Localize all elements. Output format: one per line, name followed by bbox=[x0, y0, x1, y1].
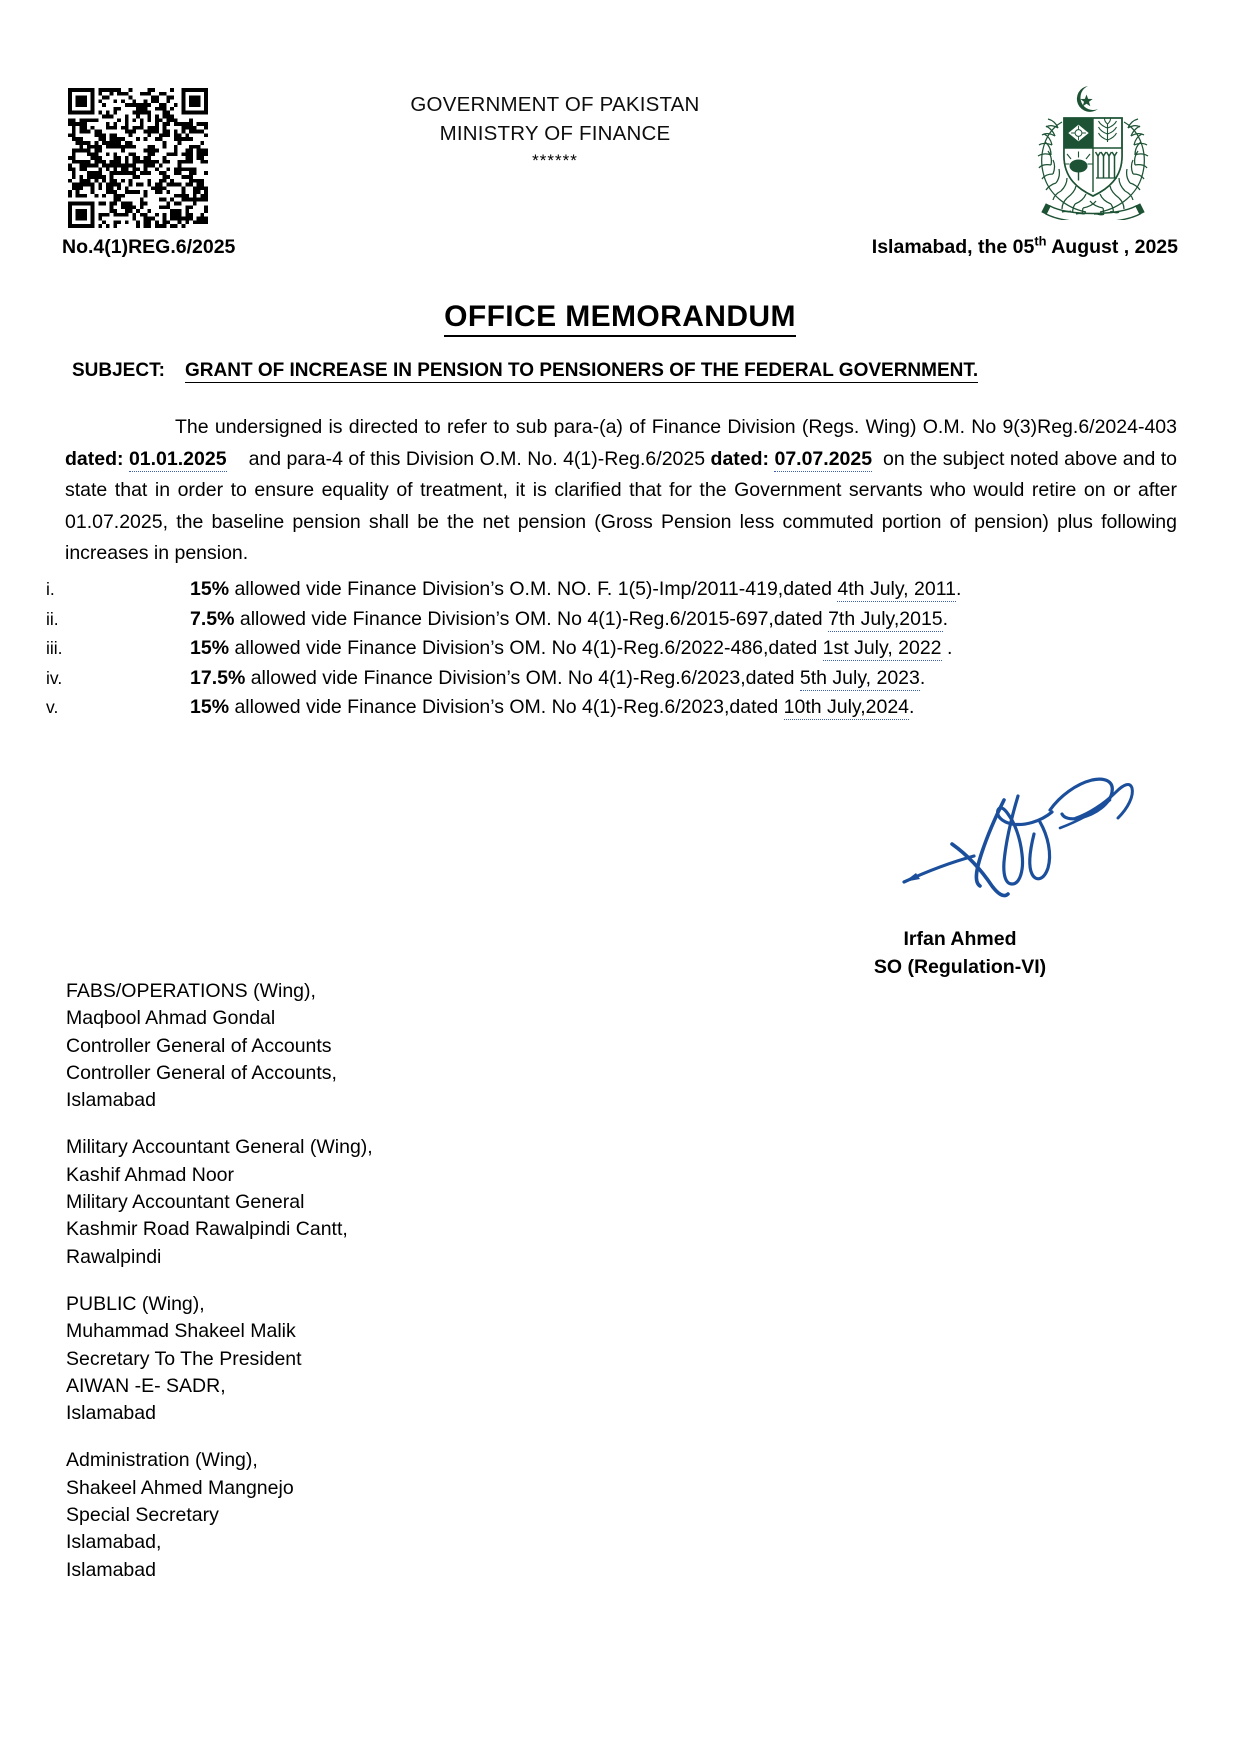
reference-number: No.4(1)REG.6/2025 bbox=[62, 236, 236, 258]
body-paragraph bbox=[65, 412, 1177, 570]
dated-label-1: dated: bbox=[65, 447, 124, 470]
addressee-line: Controller General of Accounts bbox=[66, 1034, 332, 1057]
increase-date-link[interactable]: 4th July, 2011 bbox=[837, 578, 956, 600]
addressee-line: FABS/OPERATIONS (Wing), bbox=[66, 980, 316, 1002]
list-item-number: ii. bbox=[46, 608, 59, 629]
date-ordinal: th bbox=[1034, 233, 1047, 249]
increase-tail: . bbox=[942, 607, 949, 630]
date-link-1[interactable]: 01.01.2025 bbox=[128, 447, 227, 470]
addressee-block bbox=[66, 1134, 666, 1270]
increase-description: allowed vide Finance Division’s OM. No 4(1)-Reg.6/2023,dated bbox=[245, 666, 800, 689]
list-item bbox=[40, 608, 1180, 638]
page-title-text: OFFICE MEMORANDUM bbox=[444, 300, 796, 337]
addressee-block bbox=[66, 1291, 666, 1427]
increase-percent: 17.5% bbox=[190, 666, 246, 689]
addressee-line: Islamabad bbox=[66, 1089, 156, 1112]
subject-label: SUBJECT: bbox=[72, 360, 165, 381]
document-header bbox=[0, 0, 1240, 220]
addressee-line: Special Secretary bbox=[66, 1504, 219, 1527]
list-item bbox=[40, 637, 1180, 667]
increase-tail: . bbox=[909, 696, 915, 718]
increase-date-link[interactable]: 10th July,2024 bbox=[783, 696, 910, 718]
list-item bbox=[40, 696, 1180, 726]
ministry-line: MINISTRY OF FINANCE bbox=[439, 122, 671, 146]
list-item-number: i. bbox=[46, 579, 55, 599]
addressee-line: Maqbool Ahmad Gondal bbox=[66, 1007, 276, 1030]
increase-tail: . bbox=[955, 578, 962, 600]
handwritten-signature-icon bbox=[900, 770, 1150, 900]
paragraph-part-2: and para-4 of this Division O.M. No. 4(1)-Reg.6/2025 bbox=[248, 447, 711, 470]
page-title bbox=[0, 300, 1240, 334]
paragraph-part-3: on the subject noted above and to state that in order to ensure equality of treatment, it is clarified that for the Government servants who would retire on or after 01.07.2025, the baseline pension shall be the net pension (Gross Pension less commuted portion of pension) plus following increases in pension. bbox=[65, 447, 1177, 565]
addressee-block bbox=[66, 978, 666, 1114]
increase-date-link[interactable]: 7th July,2015 bbox=[828, 607, 943, 630]
qr-code bbox=[68, 88, 208, 228]
list-item-text bbox=[190, 578, 961, 601]
addressee-line: Shakeel Ahmed Mangnejo bbox=[66, 1476, 294, 1499]
addressee-line: Islamabad, bbox=[66, 1531, 162, 1554]
subject-text: GRANT OF INCREASE IN PENSION TO PENSIONERS OF THE FEDERAL GOVERNMENT. bbox=[185, 360, 979, 381]
increase-description: allowed vide Finance Division’s OM. No 4(1)-Reg.6/2023,dated bbox=[229, 696, 784, 718]
list-item-text bbox=[190, 608, 948, 631]
place-date-prefix: Islamabad, the 05 bbox=[871, 236, 1035, 258]
government-line: GOVERNMENT OF PAKISTAN bbox=[410, 93, 700, 116]
addressee-line: Military Accountant General bbox=[66, 1191, 305, 1214]
increase-tail: . bbox=[919, 666, 926, 689]
list-item-number: v. bbox=[46, 697, 59, 717]
increase-percent: 15% bbox=[190, 637, 230, 659]
addressee-line: Rawalpindi bbox=[66, 1245, 162, 1268]
dated-label-2: dated: bbox=[710, 447, 770, 470]
signatory-name: Irfan Ahmed bbox=[903, 928, 1017, 950]
separator-asterisks: ****** bbox=[532, 151, 578, 171]
signatory-designation bbox=[760, 953, 1160, 981]
addressee-line: Secretary To The President bbox=[66, 1347, 302, 1370]
increase-percent: 15% bbox=[190, 578, 230, 600]
addressee-line: PUBLIC (Wing), bbox=[66, 1292, 205, 1315]
addressee-line: Military Accountant General (Wing), bbox=[66, 1136, 373, 1159]
place-and-date bbox=[871, 233, 1178, 259]
increase-description: allowed vide Finance Division’s O.M. NO. F. 1(5)-Imp/2011-419,dated bbox=[229, 578, 838, 600]
addressee-line: Kashif Ahmad Noor bbox=[66, 1163, 235, 1186]
list-item bbox=[40, 578, 1180, 608]
list-item-text bbox=[190, 637, 952, 660]
list-item-text bbox=[190, 667, 925, 690]
increase-date-link[interactable]: 5th July, 2023 bbox=[799, 666, 920, 689]
designation-part-b: -VI) bbox=[1014, 956, 1047, 979]
reference-line bbox=[0, 233, 1240, 266]
increase-percent: 15% bbox=[190, 696, 230, 718]
addressee-line: Islamabad bbox=[66, 1402, 156, 1425]
increase-description: allowed vide Finance Division’s OM. No 4(1)-Reg.6/2022-486,dated bbox=[229, 637, 823, 659]
increase-list bbox=[40, 578, 1180, 726]
addressee-line: Administration (Wing), bbox=[66, 1449, 258, 1472]
organization-heading bbox=[330, 90, 780, 173]
addressee-line: Kashmir Road Rawalpindi Cantt, bbox=[66, 1218, 348, 1241]
increase-date-link[interactable]: 1st July, 2022 bbox=[822, 637, 942, 659]
increase-percent: 7.5% bbox=[190, 607, 235, 630]
pakistan-state-emblem-icon bbox=[1028, 78, 1158, 220]
addressee-list bbox=[66, 978, 666, 1604]
list-item-text bbox=[190, 696, 914, 719]
addressee-line: Controller General of Accounts, bbox=[66, 1061, 337, 1084]
subject-line bbox=[72, 360, 1172, 382]
date-suffix: August , 2025 bbox=[1046, 236, 1178, 258]
addressee-line: AIWAN -E- SADR, bbox=[66, 1374, 226, 1397]
designation-part-a: SO (Regulation bbox=[873, 956, 1015, 979]
increase-tail: . bbox=[941, 637, 953, 659]
increase-description: allowed vide Finance Division’s OM. No 4(1)-Reg.6/2015-697,dated bbox=[234, 607, 829, 630]
signatory-block bbox=[760, 925, 1160, 982]
list-item bbox=[40, 667, 1180, 697]
addressee-block bbox=[66, 1447, 666, 1583]
list-item-number: iv. bbox=[46, 667, 63, 688]
date-link-2[interactable]: 07.07.2025 bbox=[774, 447, 873, 470]
addressee-line: Islamabad bbox=[66, 1558, 156, 1581]
addressee-line: Muhammad Shakeel Malik bbox=[66, 1320, 296, 1343]
list-item-number: iii. bbox=[46, 638, 63, 658]
paragraph-part-1: The undersigned is directed to refer to sub para-(a) of Finance Division (Regs. Wing) O.M. No 9(3)Reg.6/2024-403 bbox=[175, 416, 1177, 438]
